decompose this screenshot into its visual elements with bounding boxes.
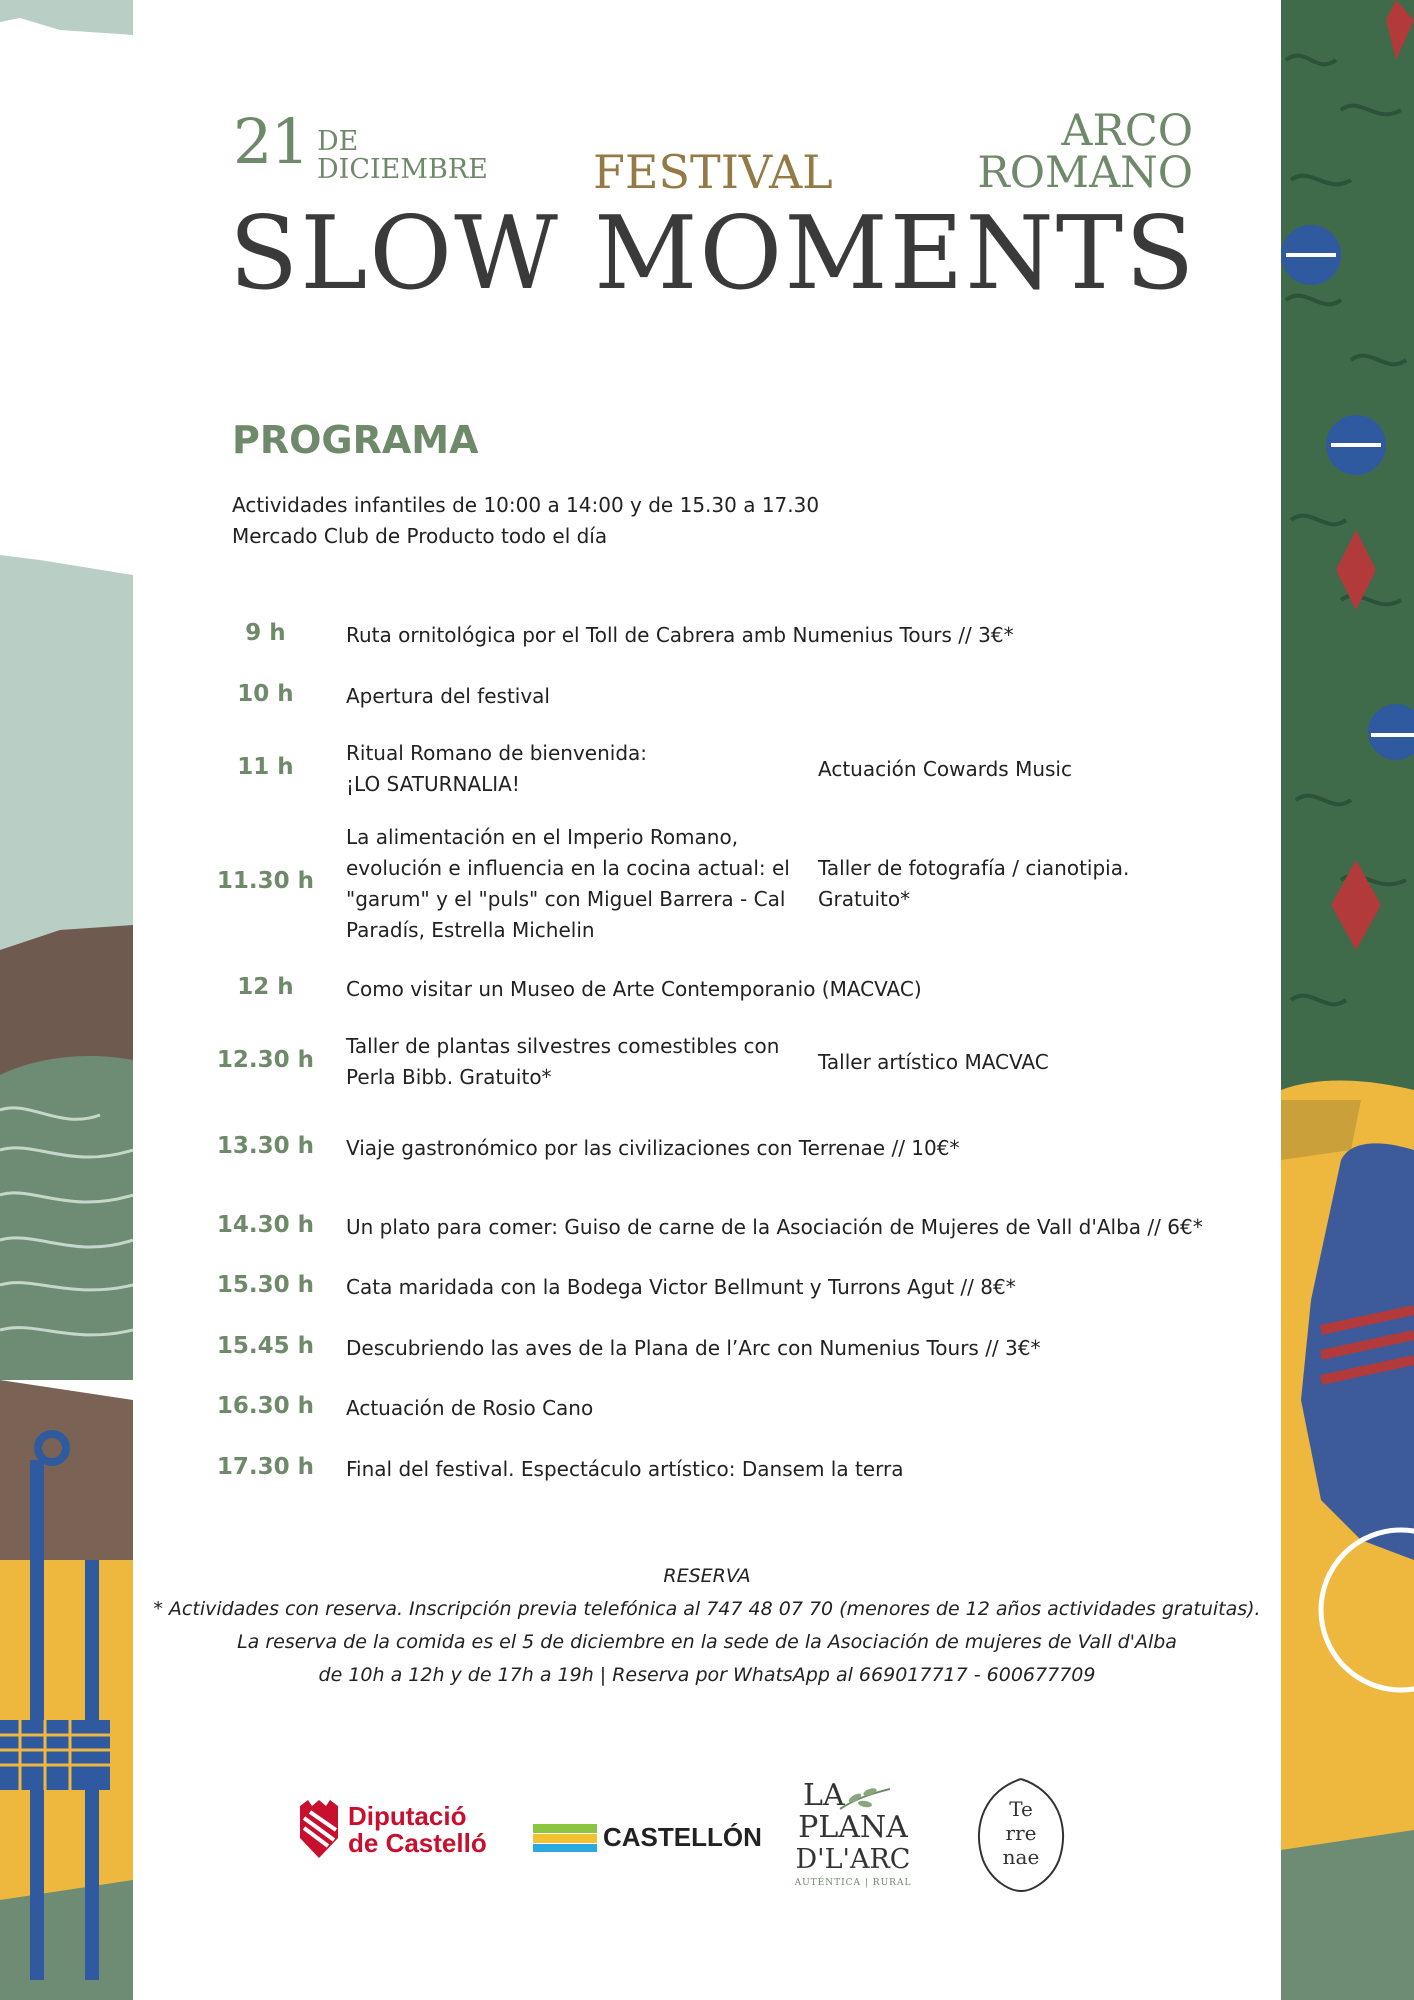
reservation-line: * Actividades con reserva. Inscripción previa telefónica al 747 48 07 70 (menores de 12 años actividades gratuitas). [153, 1598, 1261, 1620]
la-plana-del-arc-name [793, 1780, 913, 1890]
diputacio-name [348, 1803, 487, 1857]
activity-line: evolución e influencia en la cocina actual: el [346, 856, 790, 880]
reservation-line: de 10h a 12h y de 17h a 19h | Reserva por WhatsApp al 669017717 - 600677709 [318, 1664, 1096, 1686]
event-month-line1: DE [317, 126, 359, 157]
schedule-activity [346, 822, 806, 946]
schedule-activity [346, 681, 1226, 712]
schedule-parallel-activity [818, 853, 1238, 915]
schedule-time: 11 h [237, 754, 294, 780]
schedule-parallel-activity [818, 1047, 1238, 1078]
terrenae-line: nae [1002, 1845, 1040, 1869]
program-intro [232, 490, 819, 552]
activity-line: Viaje gastronómico por las civilizaciones con Terrenae // 10€* [346, 1136, 960, 1160]
activity-line: ¡LO SATURNALIA! [346, 772, 520, 796]
activity-line: Actuación Cowards Music [818, 757, 1072, 781]
activity-line: La alimentación en el Imperio Romano, [346, 825, 739, 849]
schedule-time: 12.30 h [216, 1047, 315, 1073]
schedule-time: 16.30 h [216, 1393, 315, 1419]
intro-line: Mercado Club de Producto todo el día [232, 524, 608, 548]
plana-line: D'L'ARC [795, 1844, 911, 1875]
schedule-time: 15.30 h [216, 1272, 315, 1298]
activity-line: Ruta ornitológica por el Toll de Cabrera amb Numenius Tours // 3€* [346, 623, 1014, 647]
activity-line: "garum" y el "puls" con Miguel Barrera - Cal [346, 887, 786, 911]
schedule-activity [346, 620, 1226, 651]
intro-line: Actividades infantiles de 10:00 a 14:00 y de 15.30 a 17.30 [232, 493, 820, 517]
schedule-activity [346, 1333, 1226, 1364]
plana-tagline: AUTÉNTICA | RURAL [794, 1878, 912, 1888]
program-sheet [133, 0, 1281, 2000]
schedule-activity [346, 1393, 1226, 1424]
schedule-time: 14.30 h [216, 1212, 315, 1238]
schedule-parallel-activity [818, 754, 1238, 785]
schedule-time: 15.45 h [216, 1333, 315, 1359]
terrenae-line: rre [1005, 1821, 1037, 1845]
schedule-activity [346, 1212, 1226, 1243]
schedule-time: 13.30 h [216, 1133, 315, 1159]
castellon-logo [533, 1818, 762, 1858]
right-illustration [1281, 0, 1414, 2000]
schedule-time: 10 h [237, 681, 294, 707]
castellon-name: CASTELLÓN [603, 1822, 762, 1852]
activity-line: Gratuito* [818, 887, 911, 911]
diputacio-shield-icon [298, 1800, 340, 1858]
landscape-illustration [0, 0, 133, 2000]
event-month-line2: DICIEMBRE [317, 154, 488, 185]
activity-line: Un plato para comer: Guiso de carne de la Asociación de Mujeres de Vall d'Alba // 6€* [346, 1215, 1203, 1239]
activity-line: Actuación de Rosio Cano [346, 1396, 594, 1420]
reservation-notes [133, 1560, 1281, 1692]
event-place-line1: ARCO [1061, 106, 1193, 156]
activity-line: Ritual Romano de bienvenida: [346, 741, 648, 765]
schedule-activity [346, 1031, 806, 1093]
schedule-activity [346, 1272, 1226, 1303]
left-illustration [0, 0, 133, 2000]
christmas-tree-illustration [1281, 0, 1414, 2000]
schedule-time: 9 h [245, 620, 286, 646]
activity-line: Paradís, Estrella Michelin [346, 918, 595, 942]
diputacio-line: de Castelló [348, 1828, 487, 1858]
schedule-time: 11.30 h [216, 868, 315, 894]
program-heading: PROGRAMA [232, 418, 479, 462]
schedule-activity [346, 974, 1226, 1005]
reservation-line: La reserva de la comida es el 5 de diciembre en la sede de la Asociación de mujeres de Vall d'Alba [237, 1631, 1177, 1653]
activity-line: Perla Bibb. Gratuito* [346, 1065, 552, 1089]
activity-line: Descubriendo las aves de la Plana de l’Arc con Numenius Tours // 3€* [346, 1336, 1041, 1360]
activity-line: Final del festival. Espectáculo artístico: Dansem la terra [346, 1457, 904, 1481]
festival-label: FESTIVAL [593, 145, 833, 199]
activity-line: Taller de fotografía / cianotipia. [818, 856, 1130, 880]
schedule-time: 17.30 h [216, 1454, 315, 1480]
activity-line: Cata maridada con la Bodega Victor Bellmunt y Turrons Agut // 8€* [346, 1275, 1016, 1299]
activity-line: Taller de plantas silvestres comestibles con [346, 1034, 780, 1058]
castellon-stripes-icon [533, 1824, 597, 1852]
schedule-time: 12 h [237, 974, 294, 1000]
diputacio-logo [298, 1800, 493, 1860]
schedule-activity [346, 738, 806, 800]
event-place [953, 106, 1193, 198]
reservation-title: RESERVA [663, 1565, 751, 1587]
terrenae-line: Te [1009, 1797, 1033, 1821]
event-place-line2: ROMANO [977, 148, 1193, 198]
event-month [317, 128, 488, 184]
activity-line: Apertura del festival [346, 684, 550, 708]
schedule-activity [346, 1454, 1226, 1485]
terrenae-name [971, 1797, 1071, 1869]
diputacio-line: Diputació [348, 1801, 467, 1831]
plana-line: LA [803, 1778, 845, 1813]
event-title: SLOW MOMENTS [229, 194, 1197, 312]
plana-line: PLANA [798, 1810, 908, 1845]
terrenae-logo [971, 1775, 1071, 1895]
la-plana-del-arc-logo [793, 1780, 913, 1905]
activity-line: Taller artístico MACVAC [818, 1050, 1049, 1074]
activity-line: Como visitar un Museo de Arte Contemporanio (MACVAC) [346, 977, 922, 1001]
schedule-activity [346, 1133, 1226, 1164]
event-day: 21 [233, 105, 308, 178]
